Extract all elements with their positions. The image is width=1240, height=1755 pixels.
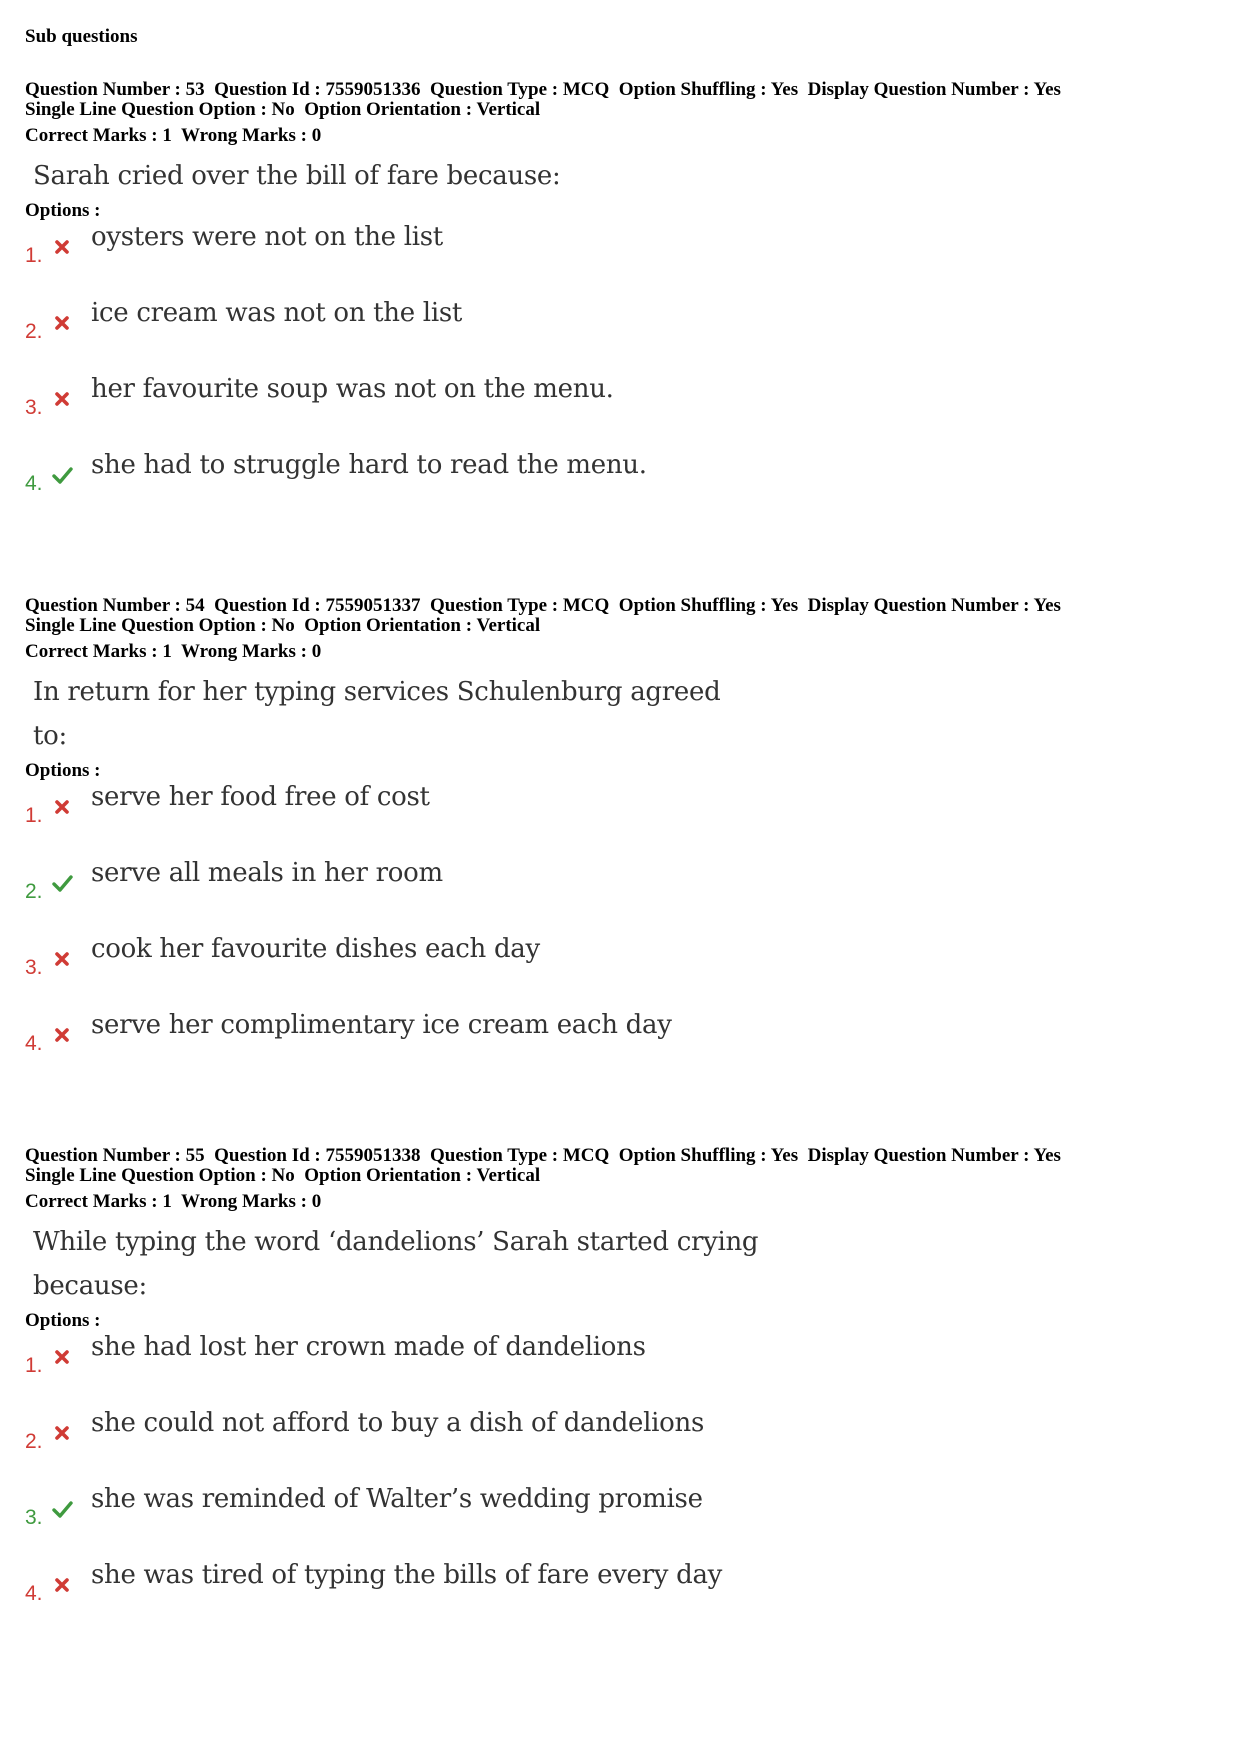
option-item bbox=[25, 222, 1225, 298]
option-number: 1. bbox=[25, 804, 43, 827]
cross-icon bbox=[51, 1346, 73, 1368]
cross-icon bbox=[51, 796, 73, 818]
options-label: Options : bbox=[25, 200, 101, 221]
option-number: 4. bbox=[25, 472, 43, 495]
option-number: 4. bbox=[25, 1582, 43, 1605]
option-text: serve all meals in her room bbox=[91, 858, 443, 888]
question-text-line-1: While typing the word ‘dandelions’ Sarah started crying bbox=[33, 1227, 759, 1257]
options-label: Options : bbox=[25, 760, 101, 781]
option-item bbox=[25, 1010, 1225, 1086]
option-text: she had to struggle hard to read the menu. bbox=[91, 450, 647, 480]
check-icon bbox=[51, 872, 73, 894]
option-text: oysters were not on the list bbox=[91, 222, 443, 252]
cross-icon bbox=[51, 312, 73, 334]
question-53 bbox=[25, 80, 1225, 526]
option-number: 2. bbox=[25, 320, 43, 343]
option-item bbox=[25, 782, 1225, 858]
question-marks: Correct Marks : 1 Wrong Marks : 0 bbox=[25, 125, 322, 146]
question-text-line-2: to: bbox=[33, 721, 67, 751]
option-item bbox=[25, 1408, 1225, 1484]
options-list bbox=[25, 782, 1225, 1086]
cross-icon bbox=[51, 1422, 73, 1444]
question-meta-line-1: Question Number : 53 Question Id : 7559051336 Question Type : MCQ Option Shuffling : Yes Display Question Number : Yes bbox=[25, 79, 1061, 100]
question-meta-line-1: Question Number : 55 Question Id : 7559051338 Question Type : MCQ Option Shuffling : Yes Display Question Number : Yes bbox=[25, 1145, 1061, 1166]
option-number: 2. bbox=[25, 880, 43, 903]
question-text bbox=[33, 154, 1225, 198]
question-marks: Correct Marks : 1 Wrong Marks : 0 bbox=[25, 1191, 322, 1212]
cross-icon bbox=[51, 948, 73, 970]
question-text-line-2: because: bbox=[33, 1271, 147, 1301]
option-number: 2. bbox=[25, 1430, 43, 1453]
option-text: her favourite soup was not on the menu. bbox=[91, 374, 614, 404]
cross-icon bbox=[51, 1574, 73, 1596]
option-text: serve her complimentary ice cream each day bbox=[91, 1010, 672, 1040]
option-number: 4. bbox=[25, 1032, 43, 1055]
check-icon bbox=[51, 464, 73, 486]
option-number: 3. bbox=[25, 956, 43, 979]
option-item bbox=[25, 298, 1225, 374]
option-text: serve her food free of cost bbox=[91, 782, 430, 812]
options-list bbox=[25, 222, 1225, 526]
check-icon bbox=[51, 1498, 73, 1520]
option-item bbox=[25, 934, 1225, 1010]
option-number: 1. bbox=[25, 244, 43, 267]
question-meta-line-2: Single Line Question Option : No Option Orientation : Vertical bbox=[25, 1165, 541, 1186]
question-meta-line-1: Question Number : 54 Question Id : 7559051337 Question Type : MCQ Option Shuffling : Yes Display Question Number : Yes bbox=[25, 595, 1061, 616]
question-54 bbox=[25, 596, 1225, 1086]
option-text: she could not afford to buy a dish of dandelions bbox=[91, 1408, 704, 1438]
sub-questions-heading: Sub questions bbox=[25, 26, 138, 47]
question-text-line-1: Sarah cried over the bill of fare because: bbox=[33, 161, 561, 191]
cross-icon bbox=[51, 236, 73, 258]
option-number: 1. bbox=[25, 1354, 43, 1377]
option-item bbox=[25, 1332, 1225, 1408]
option-number: 3. bbox=[25, 1506, 43, 1529]
cross-icon bbox=[51, 1024, 73, 1046]
option-text: ice cream was not on the list bbox=[91, 298, 463, 328]
option-item bbox=[25, 450, 1225, 526]
option-item bbox=[25, 1484, 1225, 1560]
option-item bbox=[25, 1560, 1225, 1636]
option-number: 3. bbox=[25, 396, 43, 419]
question-55 bbox=[25, 1146, 1225, 1636]
option-text: cook her favourite dishes each day bbox=[91, 934, 540, 964]
question-text bbox=[33, 670, 1225, 758]
question-marks: Correct Marks : 1 Wrong Marks : 0 bbox=[25, 641, 322, 662]
question-meta-line-2: Single Line Question Option : No Option Orientation : Vertical bbox=[25, 99, 541, 120]
option-text: she had lost her crown made of dandelions bbox=[91, 1332, 646, 1362]
option-text: she was tired of typing the bills of fare every day bbox=[91, 1560, 723, 1590]
cross-icon bbox=[51, 388, 73, 410]
options-list bbox=[25, 1332, 1225, 1636]
option-item bbox=[25, 858, 1225, 934]
question-meta-line-2: Single Line Question Option : No Option Orientation : Vertical bbox=[25, 615, 541, 636]
option-text: she was reminded of Walter’s wedding promise bbox=[91, 1484, 703, 1514]
option-item bbox=[25, 374, 1225, 450]
question-text-line-1: In return for her typing services Schulenburg agreed bbox=[33, 677, 721, 707]
question-text bbox=[33, 1220, 1225, 1308]
options-label: Options : bbox=[25, 1310, 101, 1331]
